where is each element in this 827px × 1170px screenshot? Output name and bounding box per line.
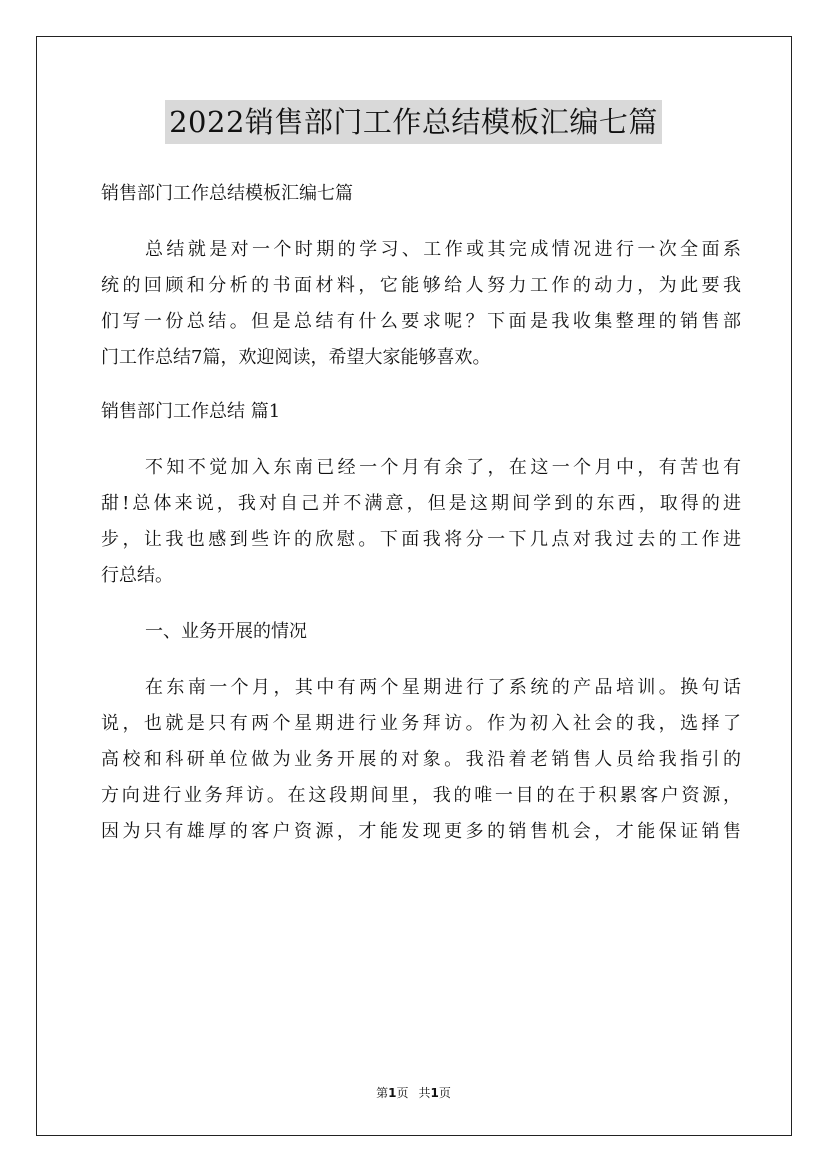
paragraph-line: 方向进行业务拜访。在这段期间里，我的唯一目的在于积累客户资源， — [101, 785, 741, 806]
page-suffix: 页 — [396, 1086, 409, 1100]
document-body — [101, 176, 741, 850]
intro-paragraph — [101, 232, 741, 376]
paragraph-line: 甜!总体来说，我对自己并不满意，但是这期间学到的东西，取得的进 — [101, 493, 741, 514]
paragraph-line: 高校和科研单位做为业务开展的对象。我沿着老销售人员给我指引的 — [101, 749, 741, 770]
paragraph-line: 因为只有雄厚的客户资源，才能发现更多的销售机会，才能保证销售 — [101, 821, 741, 842]
page-number: 1 — [388, 1086, 397, 1100]
section-heading: 销售部门工作总结 篇1 — [101, 401, 281, 422]
paragraph-line: 不知不觉加入东南已经一个月有余了，在这一个月中，有苦也有 — [145, 457, 741, 478]
intro-line: 总结就是对一个时期的学习、工作或其完成情况进行一次全面系 — [145, 239, 741, 260]
paragraph-line: 说，也就是只有两个星期进行业务拜访。作为初入社会的我，选择了 — [101, 713, 741, 734]
document-subtitle: 销售部门工作总结模板汇编七篇 — [101, 183, 353, 204]
body-paragraph-1 — [101, 450, 741, 594]
page-footer — [0, 1084, 827, 1101]
body-paragraph-2 — [101, 670, 741, 850]
total-pages: 1 — [430, 1086, 439, 1100]
intro-line: 门工作总结7篇，欢迎阅读，希望大家能够喜欢。 — [101, 347, 491, 368]
document-title: 2022销售部门工作总结模板汇编七篇 — [165, 100, 662, 144]
total-prefix: 共 — [418, 1086, 431, 1100]
total-suffix: 页 — [438, 1086, 451, 1100]
intro-line: 们写一份总结。但是总结有什么要求呢？下面是我收集整理的销售部 — [101, 311, 741, 332]
paragraph-line: 步，让我也感到些许的欣慰。下面我将分一下几点对我过去的工作进 — [101, 529, 741, 550]
document-title-wrap — [0, 100, 827, 144]
paragraph-line: 行总结。 — [101, 565, 173, 586]
intro-line: 统的回顾和分析的书面材料，它能够给人努力工作的动力，为此要我 — [101, 275, 741, 296]
page-prefix: 第 — [376, 1086, 389, 1100]
paragraph-line: 在东南一个月，其中有两个星期进行了系统的产品培训。换句话 — [145, 677, 741, 698]
sub-heading: 一、业务开展的情况 — [145, 621, 307, 642]
